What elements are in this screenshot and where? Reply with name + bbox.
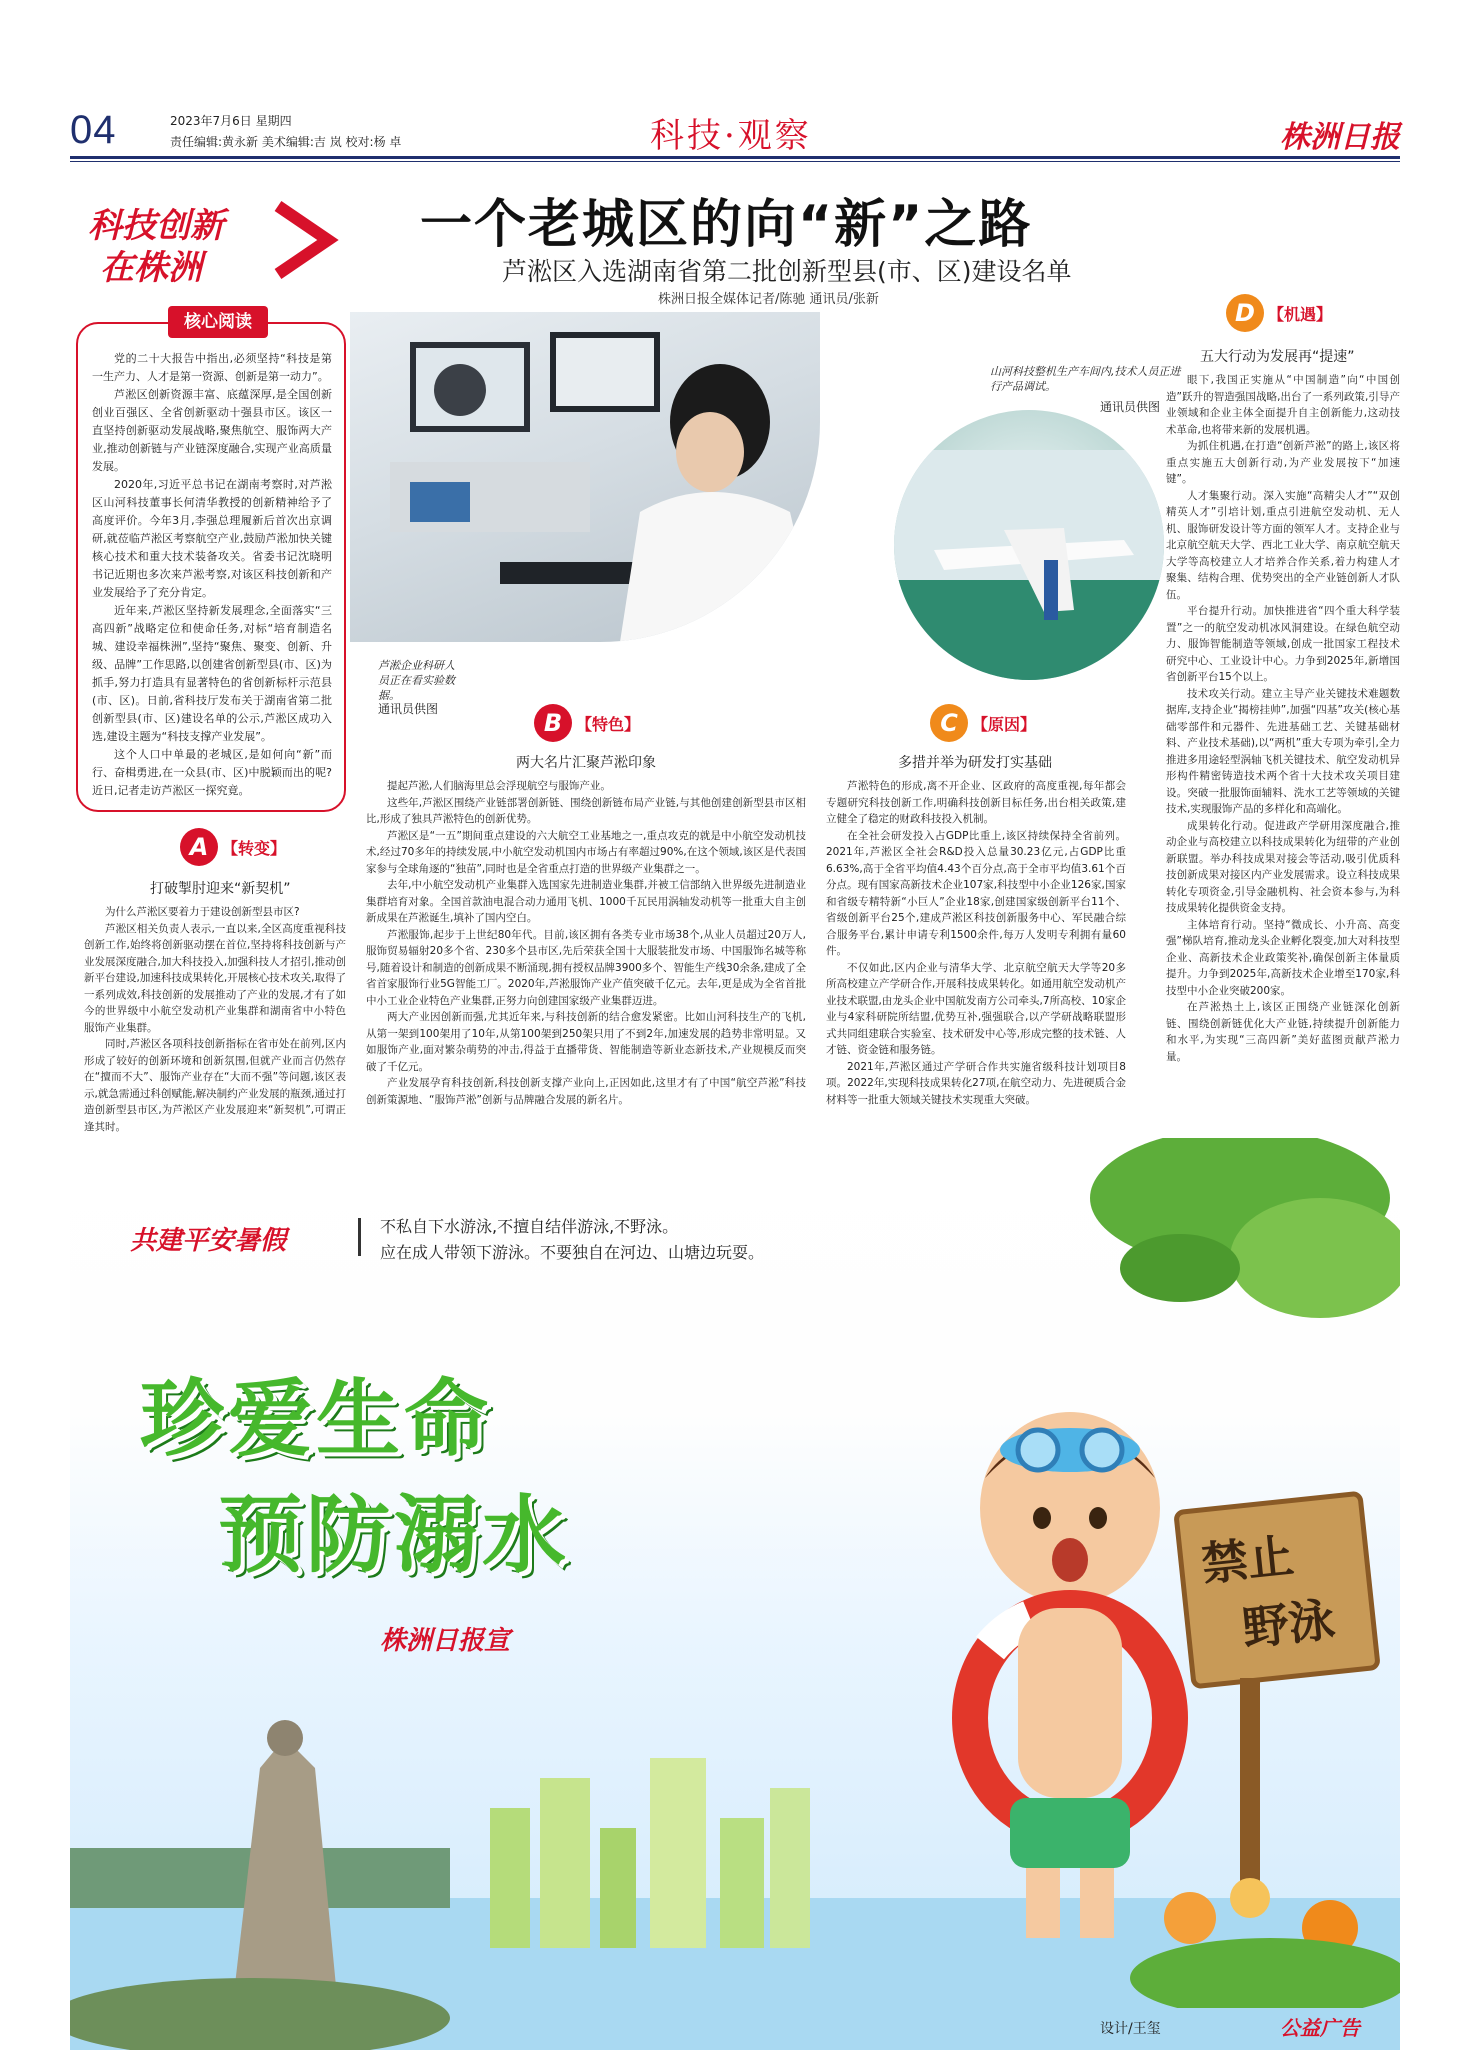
column-badge <box>80 190 340 290</box>
subheadline: 芦淞区入选湖南省第二批创新型县(市、区)建设名单 <box>502 257 1072 286</box>
masthead <box>70 104 1400 162</box>
section-a-paragraph: 芦淞区相关负责人表示,一直以来,全区高度重视科技创新工作,始终将创新驱动摆在首位,坚持将科技创新与产业发展深度融合,加大科技投入,加强科技人才招引,推动创新平台建设,加速科技成果转化,开展核心技术攻关,取得了一系列成效,科技创新的发展推动了产业的发展,才有了如今的世界级中小航空发动机产业集群和湖南省中小特色服饰产业集群。 <box>84 922 347 1034</box>
core-reading-text <box>92 350 332 800</box>
section-b-paragraph: 这些年,芦淞区围绕产业链部署创新链、围绕创新链布局产业链,与其他创建创新型县市区相比,形成了独具芦淞特色的创新优势。 <box>366 796 806 825</box>
section-a-label: 【转变】 <box>222 839 287 858</box>
section-b-paragraph: 芦淞服饰,起步于上世纪80年代。目前,该区拥有各类专业市场38个,从业人员超过20万人,服饰贸易辐射20多个省、230多个县市区,先后荣获全国十大服装批发市场、中国服饰名城等称号,随着设计和制造的创新成果不断涌现,拥有授权品牌3900多个、智能生产线30余条,建成了全省首家服饰行业5G智能工厂。2020年,芦淞服饰产业产值突破千亿元。去年,更是成为全省首批中小工业企业特色产业集群,正努力向创建国家级产业集群迈进。 <box>366 928 806 1007</box>
campaign-title: 共建平安暑假 <box>130 1226 287 1256</box>
plane-photo <box>890 406 1168 684</box>
plane-photo-caption: 山河科技整机生产车间内,技术人员正进行产品调试。 <box>990 365 1181 393</box>
section-a-letter: A <box>180 828 218 866</box>
section-d-paragraph: 眼下,我国正实施从“中国制造”向“中国创造”跃升的智造强国战略,出台了一系列政策,引导产业领域和企业主体全面提升自主创新能力,这动技术革命,也将带来新的发展机遇。 <box>1166 374 1400 436</box>
sign-text-line-2: 野泳 <box>1240 1592 1338 1656</box>
lab-photo <box>350 312 820 642</box>
chevron-right-icon <box>270 200 340 280</box>
campaign-divider <box>358 1218 361 1256</box>
section-c-label: 【原因】 <box>972 715 1037 734</box>
section-a-body <box>84 904 346 1135</box>
section-d-label: 【机遇】 <box>1268 305 1333 324</box>
section-d-paragraph: 平台提升行动。加快推进省“四个重大科学装置”之一的航空发动机冰风洞建设。在绿色航空动力、服饰智能制造等领域,创成一批国家工程技术研究中心、工业设计中心。力争到2025年,新增国省创新平台15个以上。 <box>1166 605 1400 683</box>
plane-photo-credit: 通讯员供图 <box>1100 400 1161 414</box>
plane-photo-illustration <box>894 410 1164 680</box>
core-paragraph: 2020年,习近平总书记在湖南考察时,对芦淞区山河科技董事长何清华教授的创新精神给予了高度评价。今年3月,李强总理履新后首次出京调研,就莅临芦淞区考察航空产业,鼓励芦淞加快关键核心技术和重大技术装备攻关。省委书记沈晓明书记近期也多次来芦淞考察,对该区科技创新和产业发展给予了充分肯定。 <box>92 478 332 599</box>
byline: 株洲日报全媒体记者/陈驰 通讯员/张新 <box>658 292 879 307</box>
headline: 一个老城区的向“新”之路 <box>420 195 1033 255</box>
section-b-paragraph: 两大产业因创新而强,尤其近年来,与科技创新的结合愈发紧密。比如山河科技生产的飞机,从第一架到100架用了10年,从第100架到250架只用了不到2年,加速发展的趋势非常明显。又如服饰产业,面对繁杂萌势的冲击,得益于直播带货、智能制造等新业态新技术,产业规模反而突破了千亿元。 <box>366 1011 806 1073</box>
section-b-paragraph: 芦淞区是“一五”期间重点建设的六大航空工业基地之一,重点攻克的就是中小航空发动机技术,经过70多年的持续发展,中小航空发动机国内市场占有率超过90%,在这个领域,该区是代表国家参与全球角逐的“独苗”,同时也是全省重点打造的世界级产业集群之一。 <box>366 829 806 875</box>
section-c-letter: C <box>930 704 968 742</box>
section-b-letter: B <box>534 704 572 742</box>
section-c-paragraph: 在全社会研发投入占GDP比重上,该区持续保持全省前列。2021年,芦淞区全社会R&D投入总量30.23亿元,占GDP比重6.63%,高于全省平均值4.43个百分点,高于全市平均值3.61个百分点。现有国家高新技术企业107家,科技型中小企业126家,国家和省级专精特新“小巨人”企业18家,创建国家级创新平台11个、省级创新平台25个,建成芦淞区科技创新服务中心、军民融合综合服务平台,累计申请专利1500余件,每万人发明专利拥有量60件。 <box>826 829 1126 957</box>
section-d-body <box>1166 372 1400 1065</box>
masthead-rule <box>70 156 1400 159</box>
section-b-label: 【特色】 <box>576 715 641 734</box>
badge-line-2: 在株洲 <box>100 248 202 288</box>
lab-photo-illustration <box>350 312 820 642</box>
section-d-paragraph: 主体培育行动。坚持“微成长、小升高、高变强”梯队培育,推动龙头企业孵化裂变,加大对科技型企业、高新技术企业政策奖补,确保创新主体量质提升。力争到2025年,高新技术企业增至170家,科技型中小企业突破200家。 <box>1166 918 1400 997</box>
date-line: 2023年7月6日 星期四 <box>170 114 292 128</box>
badge-line-1: 科技创新 <box>88 206 224 246</box>
section-d-paragraph: 为抓住机遇,在打造“创新芦淞”的路上,该区将重点实施五大创新行动,为产业发展按下“加速键”。 <box>1166 440 1400 485</box>
campaign-line-2: 应在成人带领下游泳。不要独自在河边、山塘边玩耍。 <box>380 1243 765 1262</box>
designer-credit: 设计/王玺 <box>1100 2021 1161 2037</box>
lab-photo-credit: 通讯员供图 <box>378 702 439 716</box>
sponsor-mark: 株洲日报宣 <box>380 1626 511 1656</box>
section-c-paragraph: 2021年,芦淞区通过产学研合作共实施省级科技计划项目8项。2022年,实现科技成果转化27项,在航空动力、先进硬质合金材料等一批重大领域关键技术实现重大突破。 <box>826 1060 1126 1106</box>
section-b-body <box>366 778 806 1108</box>
section-b-paragraph: 提起芦淞,人们脑海里总会浮现航空与服饰产业。 <box>387 780 611 792</box>
section-b-paragraph: 产业发展孕育科技创新,科技创新支撑产业向上,正因如此,这里才有了中国“航空芦淞”科技创新策源地、“服饰芦淞”创新与品牌融合发展的新名片。 <box>366 1077 806 1106</box>
core-reading-title: 核心阅读 <box>168 306 268 338</box>
section-c-paragraph: 不仅如此,区内企业与清华大学、北京航空航天大学等20多所高校建立产学研合作,开展科技成果转化。如通用航空发动机产业技术联盟,由龙头企业中国航发南方公司牵头,7所高校、10家企业与4家科研院所结盟,优势互补,强强联合,以产学研战略联盟形式共同组建联合实验室、技术研发中心等,形成完整的技术链、人才链、资金链和服务链。 <box>826 961 1126 1056</box>
leaf-decoration-icon <box>1090 1138 1400 1378</box>
paper-logo: 株洲日报 <box>1280 120 1400 155</box>
section-d-paragraph: 技术攻关行动。建立主导产业关键技术难题数据库,支持企业“揭榜挂帅”,加强“四基”攻关(核心基础零部件和元器件、先进基础工艺、关键基础材料、产业技术基础),以“两机”重大专项为牵引,全力推进多用途轻型涡轴飞机关键技术、航空发动机异形构件精密铸造技术两个省十大技术攻关项目建设。突破一批服饰面辅料、洗水工艺等领域的关键技术,实现服饰产品的多样化和高端化。 <box>1166 687 1400 815</box>
section-a-paragraph: 同时,芦淞区各项科技创新指标在省市处在前列,区内形成了较好的创新环境和创新氛围,但就产业而言仍然存在“擅而不大”、服饰产业存在“大而不强”等问题,该区表示,就急需通过科创赋能,解决制约产业发展的瓶颈,通过打造创新型县市区,为芦淞区产业发展迎来“新契机”,可谓正逢其时。 <box>84 1038 347 1133</box>
core-paragraph: 这个人口中单最的老城区,是如何向“新”而行、奋楫勇进,在一众县(市、区)中脱颖而出的呢?近日,记者走访芦淞区一探究竟。 <box>92 748 332 797</box>
section-d-paragraph: 人才集聚行动。深入实施“高精尖人才”“双创精英人才”引培计划,重点引进航空发动机、无人机、服饰研发设计等方面的领军人才。支持企业与北京航空航天大学、西北工业大学、南京航空航天大学等高校建立人才培养合作关系,着力构建人才聚集、结构合理、优势突出的全产业链创新人才队伍。 <box>1166 489 1400 601</box>
core-reading-box <box>76 312 346 812</box>
core-paragraph: 近年来,芦淞区坚持新发展理念,全面落实“三高四新”战略定位和使命任务,对标“培育制造名城、建设幸福株洲”,坚持“聚焦、聚变、创新、升级、品牌”工作思路,以创建省创新型县(市、区)为抓手,努力打造具有显著特色的省创新标杆示范县(市、区)。日前,省科技厅发布关于湖南省第二批创新型县(市、区)建设名单的公示,芦淞区成功入选,建设主题为“科技支撑产业发展”。 <box>92 604 332 743</box>
slogan-line-1: 珍爱生命 <box>140 1370 493 1468</box>
slogan-line-2: 预防溺水 <box>218 1486 571 1584</box>
section-d-heading: 五大行动为发展再“提速” <box>1200 349 1355 365</box>
core-paragraph: 芦淞区创新资源丰富、底蕴深厚,是全国创新创业百强区、全省创新驱动十强县市区。该区一直坚持创新驱动发展战略,聚焦航空、服饰两大产业,推动创新链与产业链深度融合,实现产业高质量发展。 <box>92 388 332 473</box>
section-title: 科技·观察 <box>650 116 812 156</box>
section-d-paragraph: 在芦淞热土上,该区正围绕产业链深化创新链、围绕创新链优化大产业链,持续提升创新能力和水平,为实现“三高四新”美好蓝图贡献芦淞力量。 <box>1166 1001 1400 1063</box>
campaign-line-1: 不私自下水游泳,不擅自结伴游泳,不野泳。 <box>380 1217 679 1236</box>
no-wild-swimming-sign <box>1173 1491 1381 1690</box>
section-d-paragraph: 成果转化行动。促进政产学研用深度融合,推动企业与高校建立以科技成果转化为纽带的产业创新联盟。举办科技成果对接会等活动,吸引优质科技创新成果对接区内产业发展需求。设立科技成果转化专项资金,引导金融机构、社会资本参与,为科技成果转化提供资金支持。 <box>1166 819 1400 914</box>
section-b-heading: 两大名片汇聚芦淞印象 <box>516 755 656 771</box>
lab-photo-caption: 芦淞企业科研人员正在看实验数据。 <box>378 659 455 702</box>
page-number: 04 <box>70 108 117 152</box>
section-a-heading: 打破掣肘迎来“新契机” <box>150 881 291 897</box>
public-service-banner <box>70 1138 1400 2050</box>
masthead-rule-thin <box>70 161 1400 162</box>
section-c-body <box>826 778 1126 1108</box>
section-b-paragraph: 去年,中小航空发动机产业集群入选国家先进制造业集群,并被工信部纳入世界级先进制造业集群培育对象。全国首款油电混合动力通用飞机、1000千瓦民用涡轴发动机等一批重大自主创新成果在芦淞诞生,填补了国内空白。 <box>366 879 806 924</box>
section-c-heading: 多措并举为研发打实基础 <box>898 755 1052 771</box>
public-ad-mark: 公益广告 <box>1280 2016 1360 2040</box>
editors-line: 责任编辑:黄永新 美术编辑:吉 岚 校对:杨 卓 <box>170 135 402 149</box>
section-d-letter: D <box>1226 294 1264 332</box>
flower-decoration-icon <box>1130 1838 1400 2008</box>
section-c-paragraph: 芦淞特色的形成,离不开企业、区政府的高度重视,每年都会专题研究科技创新工作,明确科技创新目标任务,出台相关政策,建立健全了稳定的财政科技投入机制。 <box>826 780 1126 825</box>
sign-text-line-1: 禁止 <box>1199 1528 1297 1592</box>
section-a-paragraph: 为什么芦淞区要着力于建设创新型县市区? <box>105 906 300 918</box>
core-paragraph: 党的二十大报告中指出,必须坚持“科技是第一生产力、人才是第一资源、创新是第一动力”。 <box>92 352 332 383</box>
